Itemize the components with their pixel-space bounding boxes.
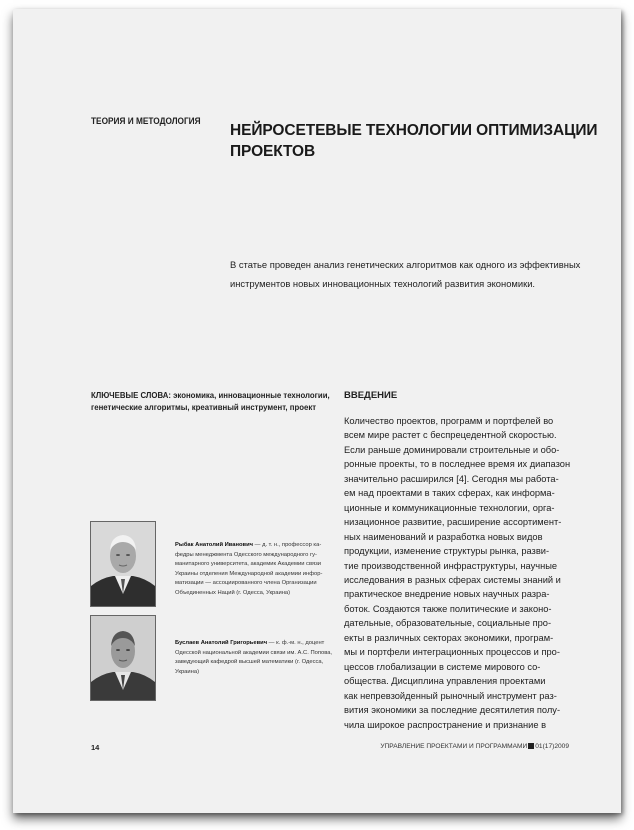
body-line: дательные, образовательные, социальные про- [344, 618, 552, 629]
author-bio-line: манитарного университета, академик Академии связи [175, 561, 321, 567]
intro-heading: ВВЕДЕНИЕ [344, 390, 398, 401]
author-name: Буслаев Анатолий Григорьевич [175, 640, 268, 646]
author-name: Рыбак Анатолий Иванович [175, 542, 254, 548]
body-line: чила широкое распространение и признание в [344, 719, 547, 730]
author-photo-buslaev [90, 615, 156, 701]
author-bio-line: Украина) [175, 668, 199, 675]
body-line: мы и портфели интеграционных процессов и про- [344, 647, 560, 658]
author-bio-line: Рыбак Анатолий Иванович — д. т. н., профессор ка- [175, 542, 322, 548]
intro-body [344, 414, 590, 732]
page-number: 14 [91, 743, 100, 752]
body-line: тие производственной инфраструктуры, научные [344, 560, 558, 571]
title-line: ПРОЕКТОВ [230, 143, 316, 160]
author-bio-line: Объединенных Наций (г. Одесса, Украина) [175, 589, 291, 596]
author-bio-line: Одесской национальной академии связи им. А.С. Попова, [175, 649, 333, 656]
abstract [230, 255, 610, 293]
portrait-icon [91, 522, 155, 606]
journal-issue: 01(17)2009 [535, 743, 569, 750]
keywords-line: КЛЮЧЕВЫЕ СЛОВА: экономика, инновационные технологии, [91, 391, 330, 400]
journal-page [13, 9, 621, 813]
body-line: ных наименований и разработка новых видов [344, 531, 543, 542]
body-line: как непревзойденный рыночный инструмент раз- [344, 690, 557, 701]
body-line: цессов глобализации в системе мирового со- [344, 661, 541, 672]
journal-name: УПРАВЛЕНИЕ ПРОЕКТАМИ И ПРОГРАММАМИ [380, 743, 528, 750]
author-photo-rybak [90, 521, 156, 607]
body-line: вития экономики за последние десятилетия полу- [344, 705, 561, 716]
article-title [230, 120, 610, 162]
keywords-line: генетические алгоритмы, креативный инструмент, проект [91, 403, 317, 412]
body-line: ем над проектами в таких сферах, как информа- [344, 488, 555, 499]
body-line: ционные и коммуникационные технологии, орга- [344, 502, 555, 513]
title-line: НЕЙРОСЕТЕВЫЕ ТЕХНОЛОГИИ ОПТИМИЗАЦИИ [230, 122, 598, 139]
journal-footer [380, 743, 569, 750]
body-line: продукции, изменение структуры рынка, разви- [344, 546, 550, 557]
body-line: екты в различных секторах экономики, програм- [344, 632, 554, 643]
body-line: низационное развитие, расширение ассортимент- [344, 517, 562, 528]
body-line: значительно расширился [4]. Сегодня мы работа- [344, 473, 559, 484]
keywords [91, 390, 341, 414]
body-line: боток. Создаются также политические и законо- [344, 603, 552, 614]
author-bio-line: федры менеджмента Одесского международного гу- [175, 551, 317, 558]
abstract-line: В статье проведен анализ генетических алгоритмов как одного из эффективных [230, 259, 581, 270]
portrait-icon [91, 616, 155, 700]
body-line: практическое внедрение новых научных разра- [344, 589, 550, 600]
body-line: всем мире растет с беспрецедентной скоростью. [344, 430, 557, 441]
body-line: ронные проекты, то в последнее время их диапазон [344, 459, 571, 470]
author-bio-line: Буслаев Анатолий Григорьевич — к. ф.-м. н., доцент [175, 640, 325, 646]
author-bio-buslaev [175, 639, 335, 677]
author-bio-rybak [175, 541, 335, 598]
abstract-line: инструментов новых инновационных технологий развития экономики. [230, 278, 536, 289]
body-line: исследования в разных сферах системы знаний и [344, 574, 561, 585]
body-line: Если раньше доминировали строительные и обо- [344, 444, 560, 455]
section-label: ТЕОРИЯ И МЕТОДОЛОГИЯ [91, 116, 201, 126]
author-bio-line: заведующий кафедрой высшей математики (г. Одесса, [175, 659, 324, 665]
body-line: общества. Дисциплина управления проектами [344, 676, 546, 687]
body-line: Количество проектов, программ и портфелей во [344, 416, 554, 426]
author-bio-line: Украины отделения Международной академии инфор- [175, 570, 323, 577]
square-bullet-icon [528, 743, 534, 749]
author-bio-line: матизации — ассоциированного члена Организации [175, 580, 317, 586]
